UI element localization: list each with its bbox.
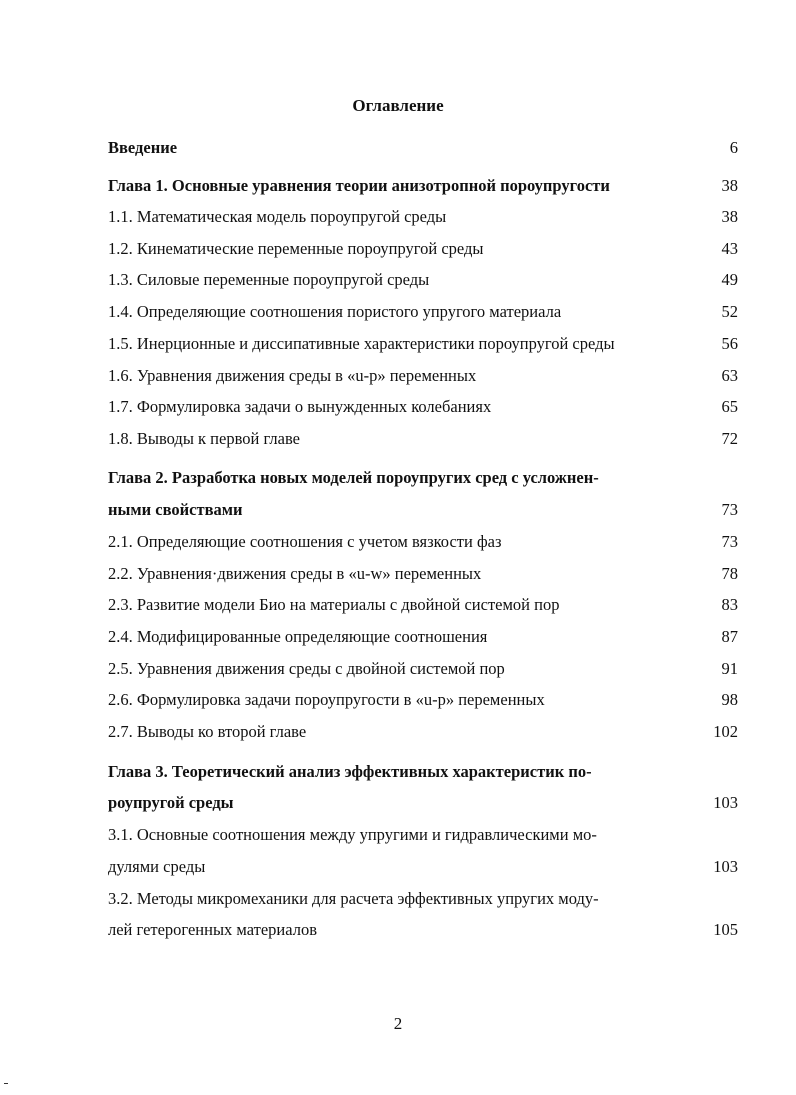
toc-entry-1-7 xyxy=(108,396,738,418)
toc-entry-page: 91 xyxy=(721,659,738,678)
toc-entry-page: 103 xyxy=(713,793,738,812)
toc-entry-1-1 xyxy=(108,206,738,228)
toc-entry-page: 105 xyxy=(713,920,738,939)
toc-entry-label: 2.4. Модифицированные определяющие соотношения xyxy=(108,627,488,646)
toc-entry-label: 1.6. Уравнения движения среды в «u-p» переменных xyxy=(108,366,477,385)
toc-entry-chapter-1 xyxy=(108,175,738,197)
toc-entry-label: ными свойствами xyxy=(108,500,243,519)
toc-entry-2-6 xyxy=(108,689,738,711)
toc-entry-label: 2.3. Развитие модели Био на материалы с двойной системой пор xyxy=(108,595,560,614)
toc-entry-page: 49 xyxy=(721,270,738,289)
toc-entry-page: 102 xyxy=(713,722,738,741)
toc-entry-label: 1.5. Инерционные и диссипативные характеристики пороупругой среды xyxy=(108,334,615,353)
toc-entry-2-3 xyxy=(108,594,738,616)
toc-entry-2-7 xyxy=(108,721,738,743)
toc-entry-3-1 xyxy=(108,856,738,878)
page-number: 2 xyxy=(393,1014,403,1033)
toc-entry-chapter-2-line1: Глава 2. Разработка новых моделей пороупругих сред с усложнен- xyxy=(108,468,599,487)
toc-entry-page: 43 xyxy=(721,239,738,258)
toc-entry-chapter-3 xyxy=(108,792,738,814)
toc-entry-label: Введение xyxy=(108,138,178,157)
toc-entry-1-3 xyxy=(108,269,738,291)
toc-entry-label: Глава 1. Основные уравнения теории анизотропной пороупругости xyxy=(108,176,610,195)
toc-entry-label: 2.1. Определяющие соотношения с учетом вязкости фаз xyxy=(108,532,502,551)
toc-entry-1-2 xyxy=(108,238,738,260)
toc-entry-label: 2.5. Уравнения движения среды с двойной системой пор xyxy=(108,659,505,678)
toc-entry-3-2-line1: 3.2. Методы микромеханики для расчета эффективных упругих моду- xyxy=(108,889,599,908)
toc-entry-label: 1.1. Математическая модель пороупругой среды xyxy=(108,207,447,226)
toc-entry-1-4 xyxy=(108,301,738,323)
toc-entry-chapter-2 xyxy=(108,499,738,521)
toc-entry-3-1-line1: 3.1. Основные соотношения между упругими и гидравлическими мо- xyxy=(108,825,597,844)
toc-entry-page: 56 xyxy=(721,334,738,353)
toc-entry-label: дулями среды xyxy=(108,857,206,876)
toc-entry-1-5 xyxy=(108,333,738,355)
toc-entry-page: 72 xyxy=(721,429,738,448)
toc-entry-label: 2.6. Формулировка задачи пороупругости в «u-p» переменных xyxy=(108,690,545,709)
toc-entry-2-5 xyxy=(108,658,738,680)
toc-entry-label: 1.7. Формулировка задачи о вынужденных колебаниях xyxy=(108,397,492,416)
toc-entry-1-8 xyxy=(108,428,738,450)
toc-entry-page: 73 xyxy=(721,500,738,519)
toc-entry-page: 98 xyxy=(721,690,738,709)
toc-entry-chapter-3-line1: Глава 3. Теоретический анализ эффективных характеристик по- xyxy=(108,762,592,781)
toc-entry-2-2 xyxy=(108,563,738,585)
scan-mark xyxy=(4,1083,8,1084)
toc-entry-label: 1.8. Выводы к первой главе xyxy=(108,429,300,448)
toc-entry-page: 6 xyxy=(729,138,738,157)
toc-entry-label: 2.7. Выводы ко второй главе xyxy=(108,722,307,741)
toc-entry-page: 63 xyxy=(721,366,738,385)
toc-entry-label: 1.2. Кинематические переменные пороупругой среды xyxy=(108,239,484,258)
toc-entry-page: 83 xyxy=(721,595,738,614)
toc-entry-page: 38 xyxy=(721,207,738,226)
toc-entry-page: 73 xyxy=(721,532,738,551)
toc-entry-1-6 xyxy=(108,365,738,387)
toc-entry-page: 65 xyxy=(721,397,738,416)
toc-entry-page: 103 xyxy=(713,857,738,876)
toc-entry-page: 38 xyxy=(721,176,738,195)
toc-entry-2-4 xyxy=(108,626,738,648)
toc-entry-label: 1.3. Силовые переменные пороупругой среды xyxy=(108,270,430,289)
toc-entry-label: 2.2. Уравнения·движения среды в «u-w» переменных xyxy=(108,564,482,583)
toc-entry-label: лей гетерогенных материалов xyxy=(108,920,317,939)
toc-entry-2-1 xyxy=(108,531,738,553)
toc-entry-label: роупругой среды xyxy=(108,793,234,812)
page-title: Оглавление xyxy=(352,96,444,115)
toc-entry-page: 52 xyxy=(721,302,738,321)
toc-entry-page: 87 xyxy=(721,627,738,646)
toc-entry-3-2 xyxy=(108,919,738,941)
toc-entry-page: 78 xyxy=(721,564,738,583)
toc-entry-introduction xyxy=(108,137,738,159)
toc-entry-label: 1.4. Определяющие соотношения пористого упругого материала xyxy=(108,302,562,321)
